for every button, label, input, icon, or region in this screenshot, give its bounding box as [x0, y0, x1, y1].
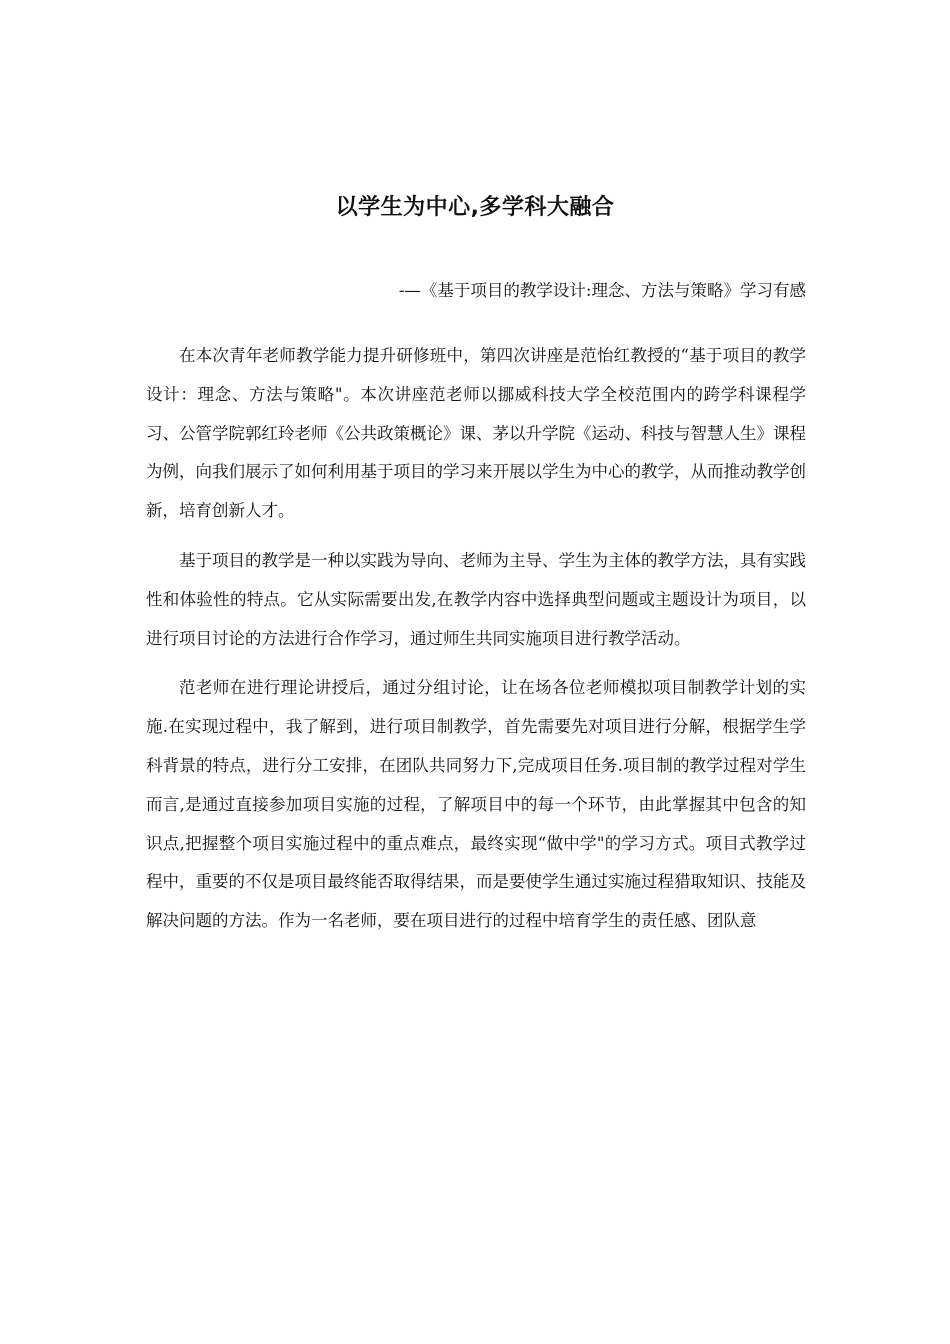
- document-subtitle: -—《基于项目的教学设计:理念、方法与策略》学习有感: [398, 281, 806, 300]
- paragraph-1: 在本次青年老师教学能力提升研修班中，第四次讲座是范怡红教授的“基于项目的教学设计：理念、方法与策略"。本次讲座范老师以挪威科技大学全校范围内的跨学科课程学习、公管学院郭红玲老师《公共政策概论》课、茅以升学院《运动、科技与智慧人生》课程为例，向我们展示了如何利用基于项目的学习来开展以学生为中心的教学，从而推动教学创新，培育创新人才。: [146, 346, 806, 521]
- document-title: 以学生为中心,多学科大融合: [335, 195, 615, 220]
- document-body: [146, 337, 806, 952]
- paragraph-3: 范老师在进行理论讲授后，通过分组讨论，让在场各位老师模拟项目制教学计划的实施.在实现过程中，我了解到，进行项目制教学，首先需要先对项目进行分解，根据学生学科背景的特点，进行分工安排，在团队共同努力下,完成项目任务.项目制的教学过程对学生而言,是通过直接参加项目实施的过程，了解项目中的每一个环节，由此掌握其中包含的知识点,把握整个项目实施过程中的重点难点，最终实现“做中学"的学习方式。项目式教学过程中，重要的不仅是项目最终能否取得结果，而是要使学生通过实施过程猎取知识、技能及解决问题的方法。作为一名老师，要在项目进行的过程中培育学生的责任感、团队意: [146, 678, 806, 931]
- paragraph-2: 基于项目的教学是一种以实践为导向、老师为主导、学生为主体的教学方法，具有实践性和体验性的特点。它从实际需要出发,在教学内容中选择典型问题或主题设计为项目，以进行项目讨论的方法进行合作学习，通过师生共同实施项目进行教学活动。: [146, 550, 806, 648]
